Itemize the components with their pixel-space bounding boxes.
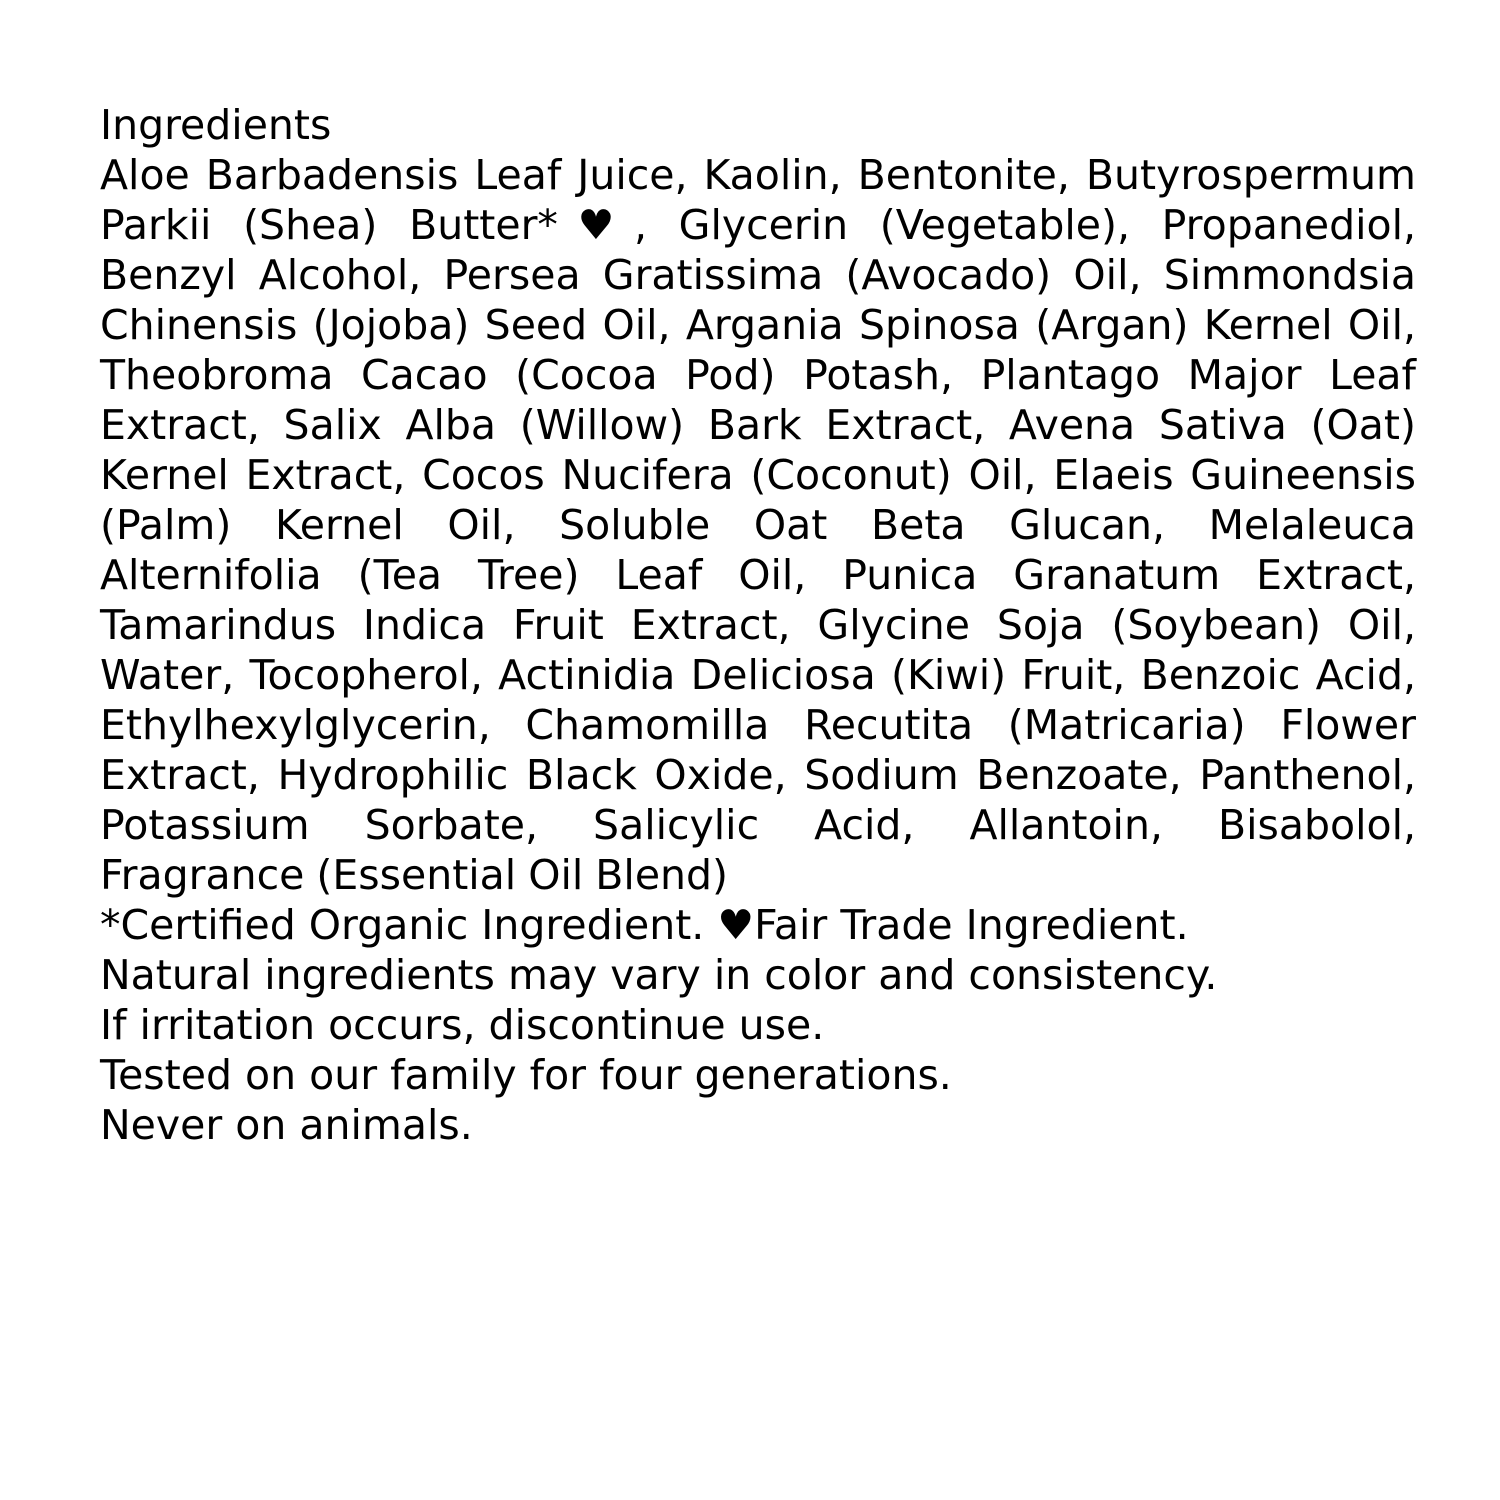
natural-variation-note: Natural ingredients may vary in color and consistency.	[100, 951, 1218, 999]
certification-note: *Certified Organic Ingredient. ♥Fair Trade Ingredient.	[100, 901, 1189, 949]
ingredient-list: Aloe Barbadensis Leaf Juice, Kaolin, Bentonite, Butyrospermum Parkii (Shea) Butter*♥, Glycerin (Vegetable), Propanediol, Benzyl Alcohol, Persea Gratissima (Avocado) Oil, Simmondsia Chinensis (Jojoba) Seed Oil, Argania Spinosa (Argan) Kernel Oil, Theobroma Cacao (Cocoa Pod) Potash, Plantago Major Leaf Extract, Salix Alba (Willow) Bark Extract, Avena Sativa (Oat) Kernel Extract, Cocos Nucifera (Coconut) Oil, Elaeis Guineensis (Palm) Kernel Oil, Soluble Oat Beta Glucan, Melaleuca Alternifolia (Tea Tree) Leaf Oil, Punica Granatum Extract, Tamarindus Indica Fruit Extract, Glycine Soja (Soybean) Oil, Water, Tocopherol, Actinidia Deliciosa (Kiwi) Fruit, Benzoic Acid, Ethylhexylglycerin, Chamomilla Recutita (Matricaria) Flower Extract, Hydrophilic Black Oxide, Sodium Benzoate, Panthenol, Potassium Sorbate, Salicylic Acid, Allantoin, Bisabolol, Fragrance (Essential Oil Blend)	[100, 151, 1416, 899]
ingredients-label	[100, 100, 1416, 1150]
animal-testing-note: Never on animals.	[100, 1101, 473, 1149]
irritation-warning: If irritation occurs, discontinue use.	[100, 1001, 825, 1049]
family-testing-note: Tested on our family for four generations.	[100, 1051, 952, 1099]
ingredients-heading: Ingredients	[100, 101, 332, 149]
label-notes	[100, 900, 1416, 1150]
